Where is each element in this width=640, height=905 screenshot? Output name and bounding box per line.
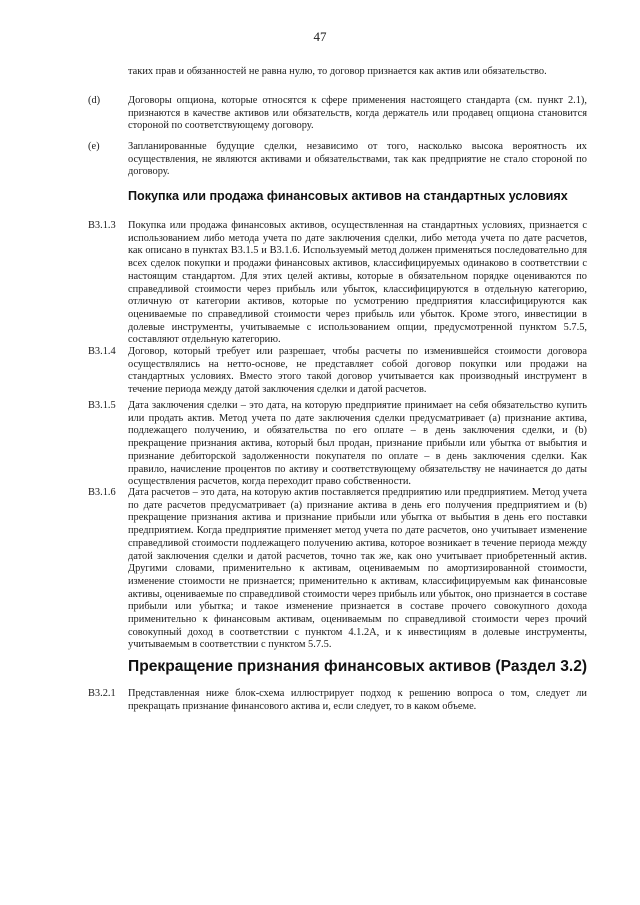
list-item-d [88,95,588,133]
section-heading-purchase-sale: Покупка или продажа финансовых активов на стандартных условиях [128,189,568,203]
paragraph-b3-1-6 [88,487,588,652]
paragraph-text: Договор, который требует или разрешает, чтобы расчеты по изменившейся стоимости договора осуществлялись на нетто-основе, не представляет собой договор покупки или продажи на стандартных условиях. Вместо этого такой договор учитывается как производный инструмент в течение периода между датой заключения сделки и датой расчетов. [128,346,587,396]
paragraph-b3-2-1 [88,688,588,713]
paragraph-text: Покупка или продажа финансовых активов, осуществленная на стандартных условиях, признается с использованием либо метода учета по дате заключения сделки, либо метода учета по дате расчетов, как описано в пунктах B3.1.5 и B3.1.6. Используемый метод должен применяться последовательно для всех сделок покупки и продажи финансовых активов, классифицируемых одинаково в соответствии с настоящим стандартом. Для этих целей активы, которые в обязательном порядке оцениваются по справедливой стоимости через прибыль или убыток, классифицируются в отдельную категорию, отличную от категории активов, которые по усмотрению предприятия классифицируются как оцениваемые по справедливой стоимости через прибыль или убыток. Кроме этого, инвестиции в долевые инструменты, учитываемые с использованием опции, предусмотренной пунктом 5.7.5, составляют отдельную категорию. [128,220,587,346]
item-text: таких прав и обязанностей не равна нулю, то договор признается как актив или обязательство. [128,66,547,77]
page-number: 47 [313,29,327,44]
paragraph-number: B3.1.5 [88,400,116,411]
paragraph-number: B3.2.1 [88,688,116,699]
paragraph-b3-1-3 [88,220,588,347]
item-text: Договоры опциона, которые относятся к сфере применения настоящего стандарта (см. пункт 2.1), признаются в качестве активов или обязательств, когда держатель или продавец опциона становится стороной по соответствующему договору. [128,95,587,132]
paragraph-number: B3.1.6 [88,487,116,498]
list-item-continuation [88,66,588,79]
paragraph-b3-1-5 [88,400,588,489]
section-heading-derecognition: Прекращение признания финансовых активов (Раздел 3.2) [128,658,588,675]
list-item-e [88,141,588,179]
paragraph-text: Дата заключения сделки – это дата, на которую предприятие принимает на себя обязательство купить или продать актив. Метод учета по дате заключения сделки предусматривает (a) признание актива, подлежащего получению, и обязательства по его оплате – в день заключения сделки, и (b) прекращение признания актива, который был продан, признание прибыли или убытка от выбытия и признание дебиторской задолженности покупателя по оплате – в день заключения сделки. Как правило, начисление процентов по активу и соответствующему обязательству не начинается до даты осуществления расчетов, когда переходит право собственности. [128,400,587,488]
paragraph-text: Представленная ниже блок-схема иллюстрирует подход к решению вопроса о том, следует ли прекращать признание финансового актива и, если следует, то в каком объеме. [128,688,587,712]
paragraph-b3-1-4 [88,346,588,397]
item-label: (d) [88,95,101,106]
paragraph-text: Дата расчетов – это дата, на которую актив поставляется предприятию или предприятием. Метод учета по дате расчетов предусматривает (a) признание актива в день его получения предприятием и (b) прекращение признания актива и признание прибыли или убытка от выбытия в день его поставки предприятием. Когда предприятие применяет метод учета по дате расчетов, оно учитывает изменение справедливой стоимости подлежащего получению актива, которое возникает в течение периода между датой заключения сделки и датой расчетов, точно так же, как оно учитывает приобретенный актив. Другими словами, применительно к активам, оцениваемым по амортизированной стоимости, изменение стоимости не признается; применительно к активам, классифицируемым как финансовые активы, оцениваемые по справедливой стоимости через прибыль или убыток, оно признается в составе прибыли или убытка; и такое изменение признается в составе прочего совокупного дохода применительно к финансовым активам, оцениваемым по справедливой стоимости через прочий совокупный доход в соответствии с пунктом 4.1.2A, и к инвестициям в долевые инструменты, учитываемым в соответствии с пунктом 5.7.5. [128,487,587,651]
paragraph-number: B3.1.3 [88,220,116,231]
item-text: Запланированные будущие сделки, независимо от того, насколько высока вероятность их осуществления, не являются активами и обязательствами, так как предприятие не стало стороной по договору. [128,141,587,178]
paragraph-number: B3.1.4 [88,346,116,357]
item-label: (e) [88,141,100,152]
